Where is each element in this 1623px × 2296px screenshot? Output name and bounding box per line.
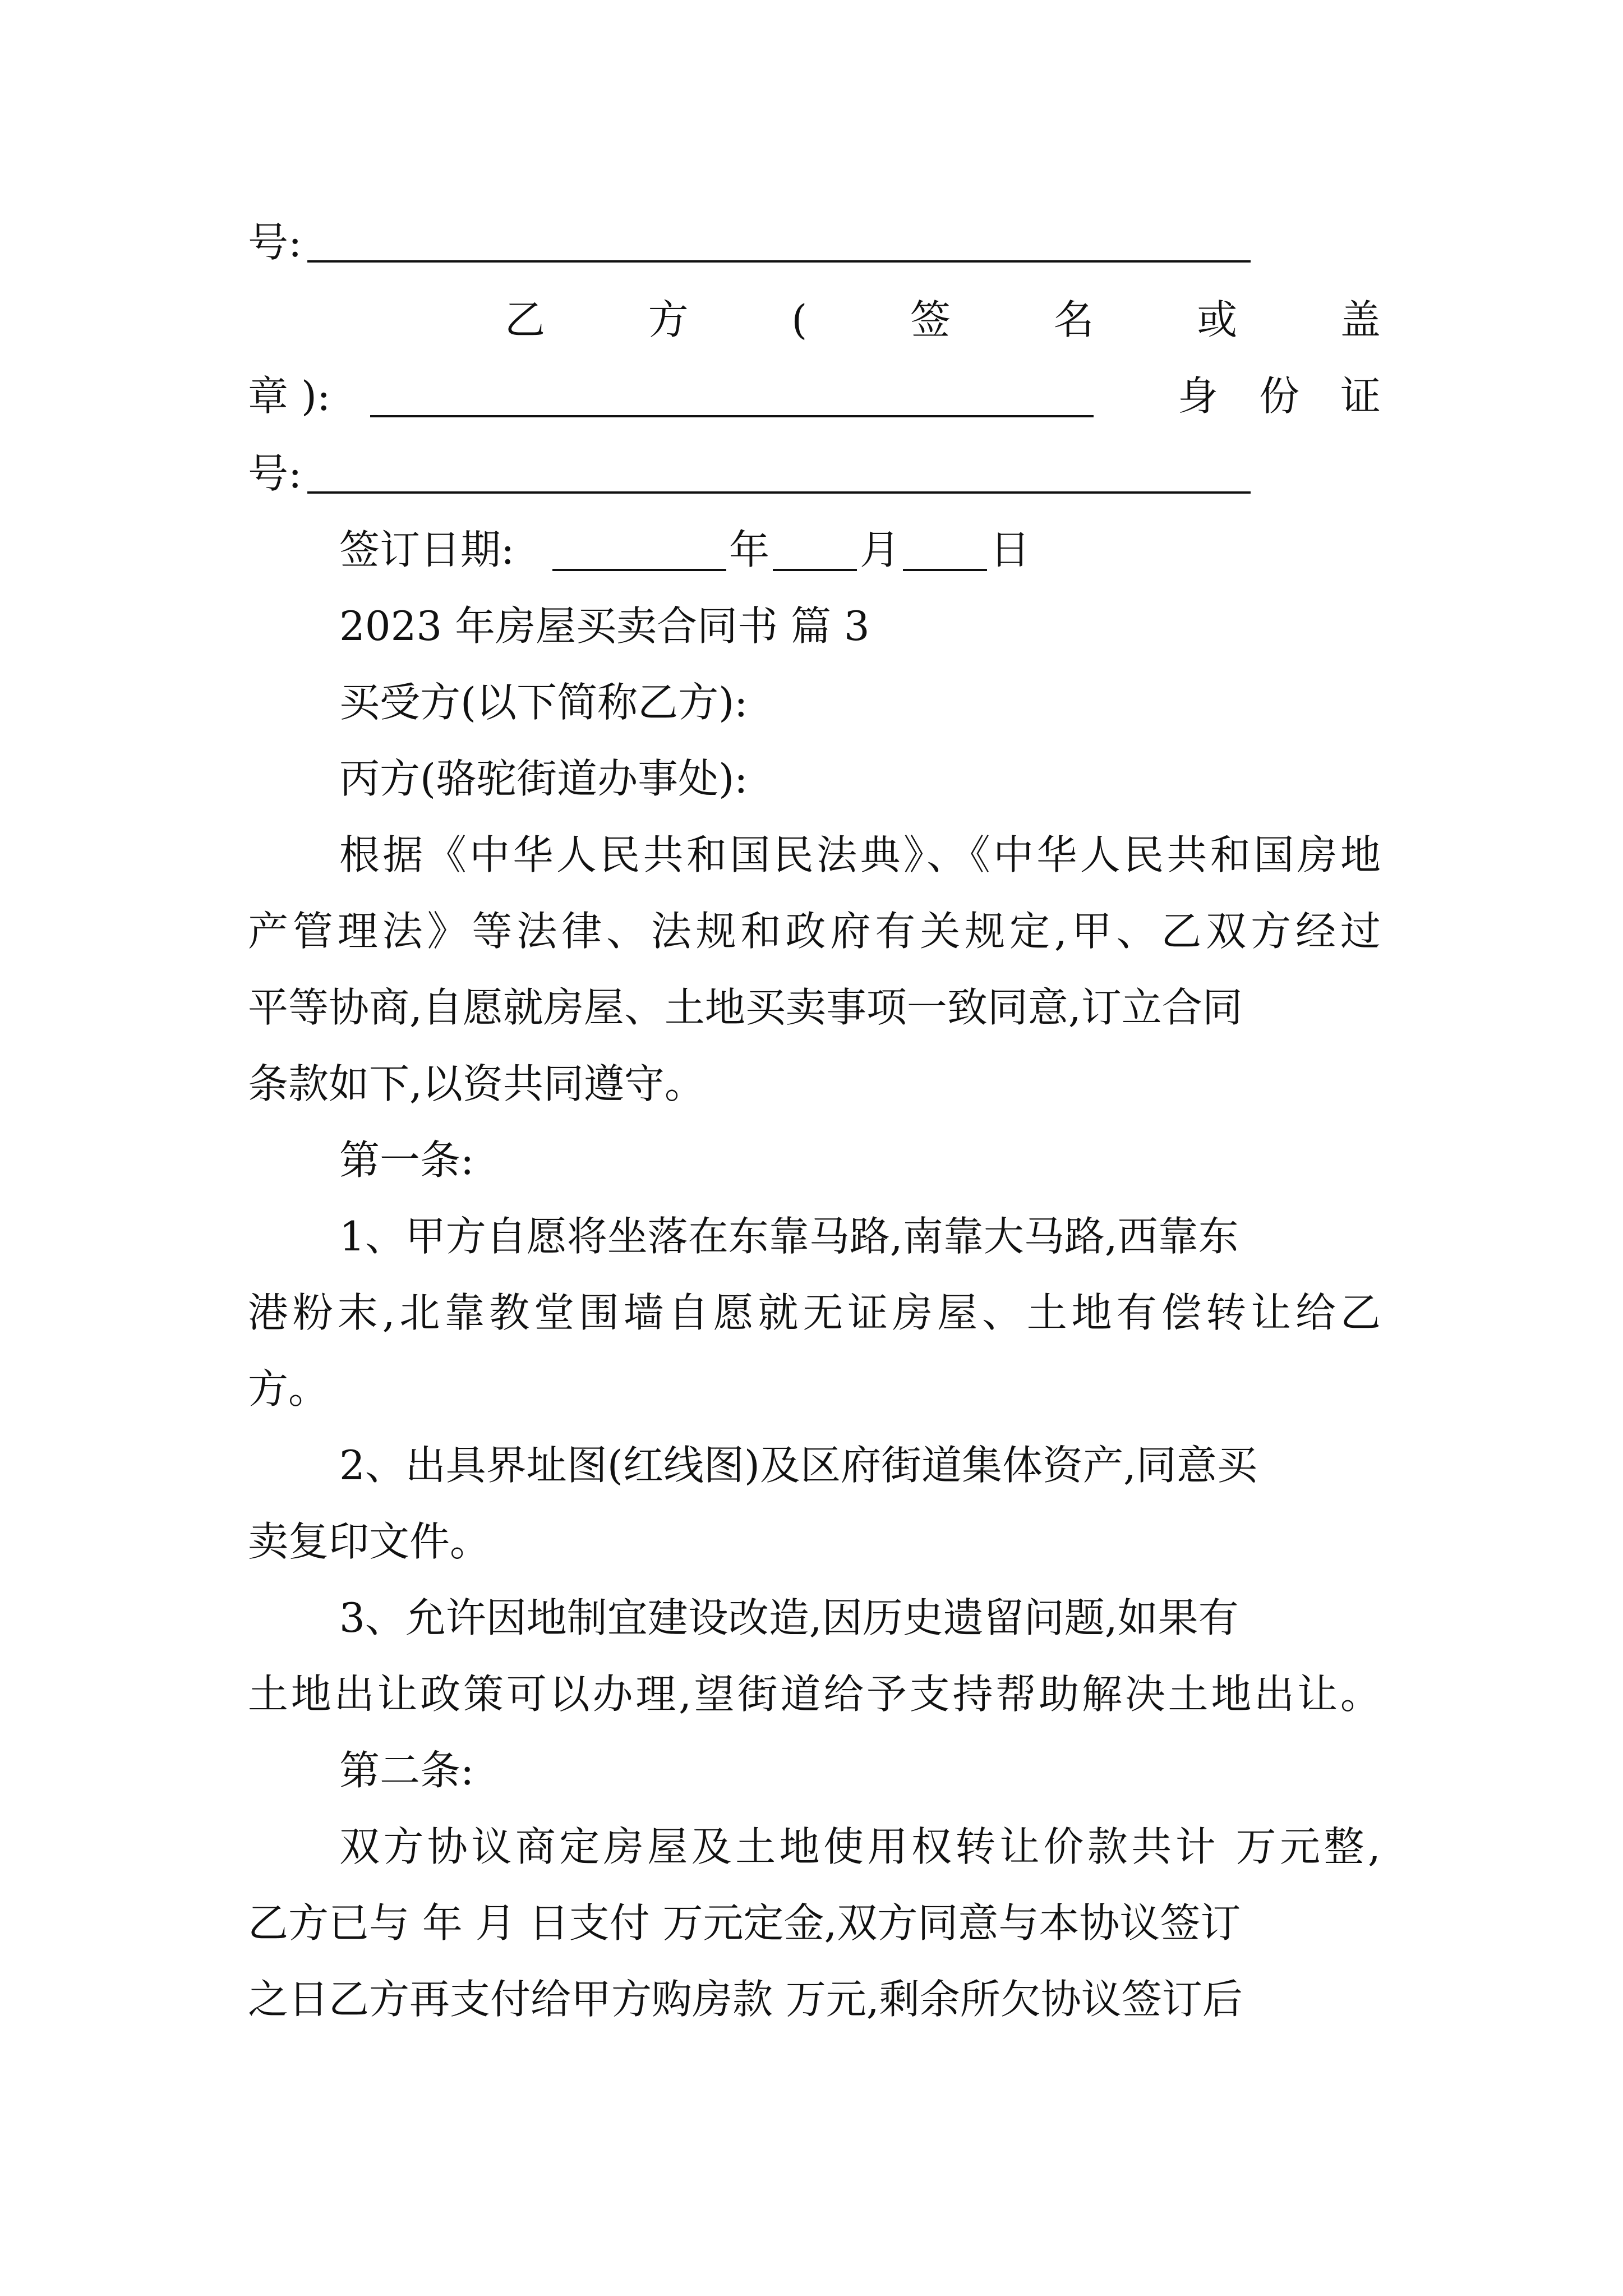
third-party-line: 丙方(骆驼街道办事处):: [339, 755, 748, 802]
id-number-line-2: [248, 447, 302, 500]
id-number-line-1: [248, 215, 302, 269]
article-heading: 第二条:: [339, 1747, 474, 1794]
paragraph-line: 土地出让政策可以办理,望街道给予支持帮助解决土地出让。: [248, 1671, 1384, 1718]
id-number-blank: [307, 258, 1251, 263]
month-label: 月: [860, 526, 901, 573]
char: 份: [1258, 372, 1299, 420]
paragraph-line: 3、允许因地制宜建设改造,因历史遗留问题,如果有: [339, 1594, 1239, 1641]
month-blank: [773, 567, 857, 571]
seal-line: [248, 369, 330, 423]
id-number-label: 号:: [248, 219, 302, 266]
paragraph-line: 产管理法》等法律、法规和政府有关规定,甲、乙双方经过: [248, 908, 1385, 955]
paragraph-line: 根据《中华人民共和国民法典》、《中华人民共和国房地: [339, 831, 1384, 878]
id-number-blank: [307, 489, 1251, 494]
sign-date-line: [339, 523, 514, 577]
year-label: 年: [729, 526, 770, 573]
char: 身: [1178, 372, 1219, 420]
id-card-label: [1178, 369, 1381, 423]
paragraph-line: 之日乙方再支付给甲方购房款 万元,剩余所欠协议签订后: [248, 1976, 1243, 2023]
char: 或: [1197, 296, 1238, 343]
paragraph-line: 双方协议商定房屋及土地使用权转让价款共计 万元整,: [339, 1823, 1385, 1870]
char: 名: [1053, 296, 1094, 343]
paragraph-line: 平等协商,自愿就房屋、土地买卖事项一致同意,订立合同: [248, 984, 1243, 1031]
paragraph-line: 卖复印文件。: [248, 1518, 491, 1565]
paragraph-line: 港粉末,北靠教堂围墙自愿就无证房屋、土地有偿转让给乙: [248, 1289, 1385, 1336]
seal-blank: [370, 413, 1094, 417]
section-title: 2023 年房屋买卖合同书 篇 3: [339, 602, 870, 650]
article-heading: 第一条:: [339, 1137, 474, 1184]
char: 盖: [1340, 296, 1381, 343]
char: 证: [1340, 372, 1381, 420]
char: 签: [910, 296, 951, 343]
char: (: [791, 296, 808, 343]
paragraph-line: 方。: [248, 1365, 329, 1412]
party-b-signature-line: [505, 293, 1381, 347]
paragraph-line: 乙方已与 年 月 日支付 万元定金,双方同意与本协议签订: [248, 1899, 1241, 1947]
sign-date-label: 签订日期:: [339, 526, 515, 573]
year-blank: [552, 567, 726, 571]
paragraph-line: 1、甲方自愿将坐落在东靠马路,南靠大马路,西靠东: [339, 1213, 1239, 1260]
id-number-label: 号:: [248, 450, 302, 497]
paragraph-line: 2、出具界址图(红线图)及区府街道集体资产,同意买: [339, 1442, 1257, 1489]
buyer-line: 买受方(以下简称乙方):: [339, 679, 748, 726]
day-label: 日: [990, 526, 1031, 573]
day-blank: [903, 567, 987, 571]
char: 方: [648, 296, 689, 343]
seal-label: 章 ):: [248, 372, 331, 420]
paragraph-line: 条款如下,以资共同遵守。: [248, 1060, 705, 1107]
char: 乙: [505, 296, 546, 343]
